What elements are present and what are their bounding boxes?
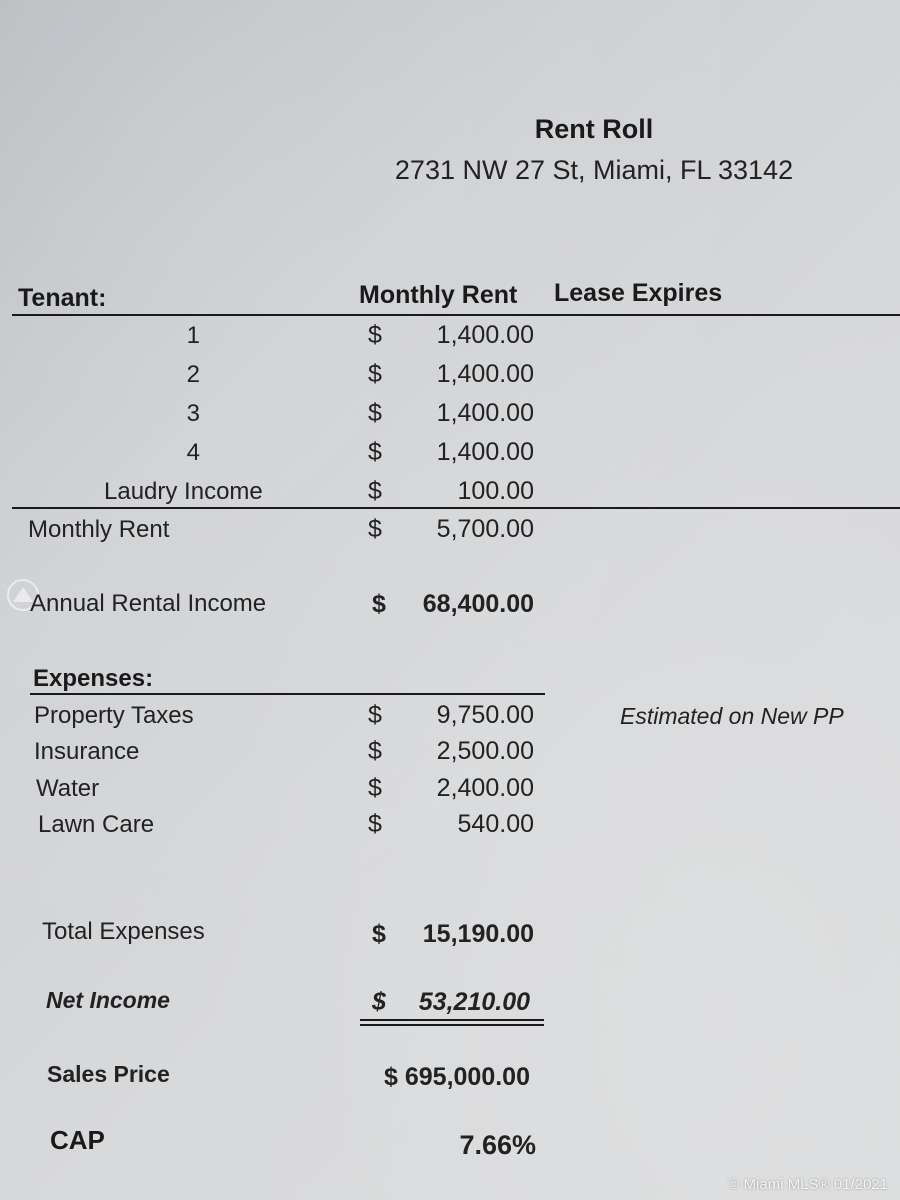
monthly-rent-total-amount: 5,700.00 bbox=[436, 515, 534, 543]
expenses-header: Expenses: bbox=[33, 665, 154, 692]
subtotal-divider bbox=[12, 507, 900, 509]
currency-symbol: $ bbox=[368, 774, 382, 802]
tenant-label: 1 bbox=[186, 322, 200, 349]
expense-amount: 540.00 bbox=[457, 810, 534, 838]
annual-income-amount: 68,400.00 bbox=[422, 590, 534, 618]
expense-amount: 2,400.00 bbox=[436, 774, 534, 802]
expense-amount: 2,500.00 bbox=[436, 737, 534, 765]
property-address: 2731 NW 27 St, Miami, FL 33142 bbox=[394, 155, 794, 185]
cap-rate-value: 7.66% bbox=[459, 1130, 536, 1160]
net-income-double-rule-top bbox=[360, 1019, 544, 1021]
net-income-label: Net Income bbox=[46, 987, 170, 1013]
currency-symbol: $ bbox=[368, 737, 382, 765]
laundry-income-amount: 100.00 bbox=[457, 477, 534, 505]
currency-symbol: $ bbox=[368, 438, 382, 466]
tenant-column-header: Tenant: bbox=[18, 284, 107, 312]
currency-symbol: $ bbox=[372, 988, 386, 1016]
total-expenses-amount: 15,190.00 bbox=[422, 920, 534, 948]
mls-copyright-footer: © Miami MLS® 01/2021 bbox=[728, 1176, 888, 1193]
tenant-rent-amount: 1,400.00 bbox=[436, 321, 534, 349]
monthly-rent-column-header: Monthly Rent bbox=[359, 281, 518, 309]
tenant-label: 3 bbox=[186, 400, 200, 427]
tenant-rent-amount: 1,400.00 bbox=[436, 438, 534, 466]
header-divider bbox=[12, 314, 900, 316]
currency-symbol: $ bbox=[368, 477, 382, 505]
tenant-label: 4 bbox=[186, 439, 200, 466]
currency-symbol: $ bbox=[368, 399, 382, 427]
expense-label: Water bbox=[36, 775, 100, 802]
monthly-rent-total-label: Monthly Rent bbox=[28, 516, 170, 543]
lease-expires-column-header: Lease Expires bbox=[554, 279, 723, 307]
currency-symbol: $ bbox=[368, 701, 382, 729]
sales-price-amount: $ 695,000.00 bbox=[384, 1063, 530, 1091]
expense-amount: 9,750.00 bbox=[436, 701, 534, 729]
currency-symbol: $ bbox=[368, 515, 382, 543]
laundry-income-label: Laudry Income bbox=[104, 478, 263, 505]
tenant-label: 2 bbox=[186, 361, 200, 388]
currency-symbol: $ bbox=[368, 360, 382, 388]
currency-symbol: $ bbox=[372, 590, 386, 618]
net-income-double-rule-bottom bbox=[360, 1024, 544, 1026]
currency-symbol: $ bbox=[368, 321, 382, 349]
currency-symbol: $ bbox=[368, 810, 382, 838]
total-expenses-label: Total Expenses bbox=[42, 918, 205, 945]
sales-price-label: Sales Price bbox=[47, 1061, 170, 1087]
net-income-amount: 53,210.00 bbox=[418, 988, 530, 1016]
expense-label: Property Taxes bbox=[34, 702, 194, 729]
annual-income-label: Annual Rental Income bbox=[30, 590, 267, 617]
document-title: Rent Roll bbox=[534, 114, 654, 144]
expense-note: Estimated on New PP bbox=[620, 703, 844, 729]
currency-symbol: $ bbox=[372, 920, 386, 948]
expenses-divider bbox=[30, 693, 545, 695]
expense-label: Insurance bbox=[34, 738, 140, 765]
cap-label: CAP bbox=[50, 1125, 105, 1155]
tenant-rent-amount: 1,400.00 bbox=[436, 360, 534, 388]
expense-label: Lawn Care bbox=[38, 811, 155, 838]
tenant-rent-amount: 1,400.00 bbox=[436, 399, 534, 427]
